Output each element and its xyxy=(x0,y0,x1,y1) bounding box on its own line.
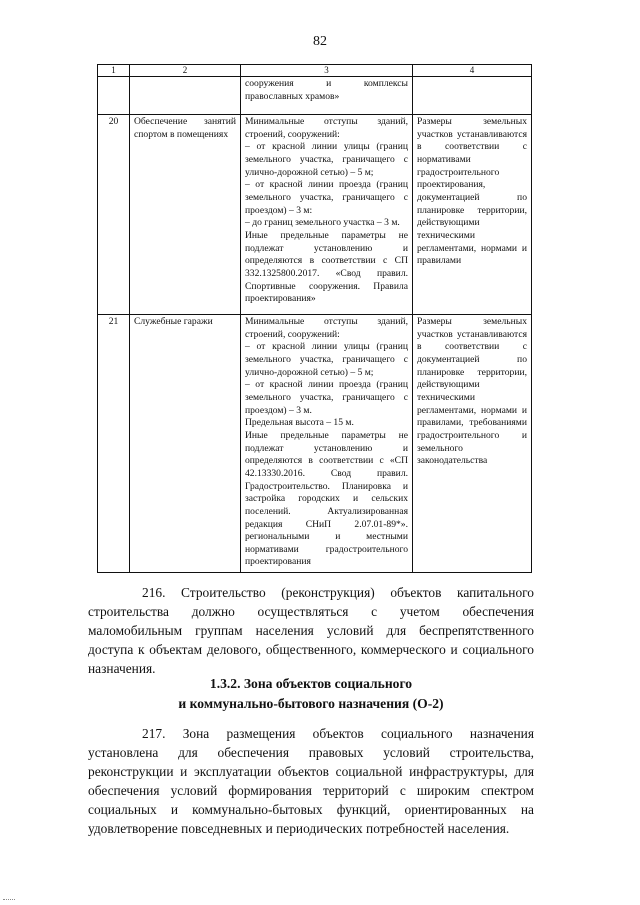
section-heading-line-1: 1.3.2. Зона объектов социального xyxy=(209,676,413,691)
section-heading-line-2: и коммунально-бытового назначения (О-2) xyxy=(178,696,444,711)
column-header-3: 3 xyxy=(241,65,413,77)
land-size-cell: Размеры земельных участков устанавливаются в соответствии с документацией по планировке территории, действующими техническими регламентами, нормами и правилами, требованиями градостроительного и земельного законодательства xyxy=(413,315,532,573)
land-size-cell: Размеры земельных участков устанавливаются в соответствии с нормативами градостроительного проектирования, документацией по планировке территории, действующими техническими регламентами, нормами и правилами xyxy=(413,115,532,315)
column-header-1: 1 xyxy=(98,65,130,77)
column-header-4: 4 xyxy=(413,65,532,77)
page-number: 82 xyxy=(313,34,327,49)
parameters-cell: Минимальные отступы зданий, строений, сооружений: – от красной линии улицы (границ земельного участка, граничащего с улично-дорожной сетью) – 5 м; – от красной линии проезда (границ земельного участка, граничащего с проездом) – 3 м: – до границ земельного участка – 3 м. Иные предельные параметры не подлежат установлению и определяются в соответствии с СП 332.1325800.2017. «Свод правил. Спортивные сооружения. Правила проектирования» xyxy=(241,115,413,315)
paragraph-217 xyxy=(88,724,534,838)
parameters-cell: сооружения и комплексы православных храмов» xyxy=(241,77,413,115)
use-name xyxy=(130,77,241,115)
table-row xyxy=(98,115,532,315)
row-number: 20 xyxy=(98,115,130,315)
row-number xyxy=(98,77,130,115)
paragraph-217-text: 217. Зона размещения объектов социального назначения установлена для обеспечения правовых условий строительства, реконструкции и эксплуатации объектов социальной инфраструктуры, для обеспечения условий формирования территорий с широким спектром социальных и коммунально-бытовых функций, ориентированных на удовлетворение повседневных и периодических потребностей населения. xyxy=(88,726,534,836)
table-header-row xyxy=(98,65,532,77)
parameters-cell: Минимальные отступы зданий, строений, сооружений: – от красной линии улицы (границ земельного участка, граничащего с улично-дорожной сетью) – 5 м; – от красной линии проезда (границ земельного участка, граничащего с проездом) – 3 м. Предельная высота – 15 м. Иные предельные параметры не подлежат установлению и определяются в соответствии с «СП 42.13330.2016. Свод правил. Градостроительство. Планировка и застройка городских и сельских поселений. Актуализированная редакция СНиП 2.07.01-89*». региональными и местными нормативами градостроительного проектирования xyxy=(241,315,413,573)
scan-artifact xyxy=(3,899,15,900)
land-size-cell xyxy=(413,77,532,115)
paragraph-216-text: 216. Строительство (реконструкция) объектов капитального строительства должно осуществляться с учетом обеспечения маломобильным группам населения условий для беспрепятственного доступа к объектам делового, общественного, коммерческого и социального назначения. xyxy=(88,585,534,676)
column-header-2: 2 xyxy=(130,65,241,77)
use-name: Обеспечение занятий спортом в помещениях xyxy=(130,115,241,315)
paragraph-216 xyxy=(88,583,534,678)
section-heading xyxy=(88,674,534,714)
table-row xyxy=(98,77,532,115)
use-name: Служебные гаражи xyxy=(130,315,241,573)
regulation-table xyxy=(97,64,532,573)
row-number: 21 xyxy=(98,315,130,573)
table-row xyxy=(98,315,532,573)
